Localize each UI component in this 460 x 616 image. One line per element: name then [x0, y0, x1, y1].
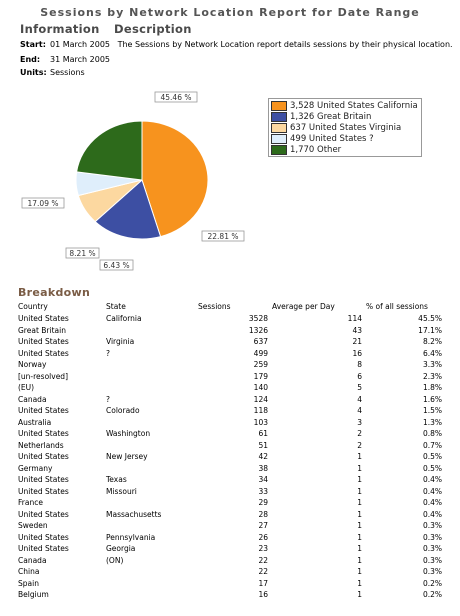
cell-state — [104, 417, 196, 429]
cell-average-per-day: 1 — [357, 452, 362, 462]
table-header-row — [16, 300, 444, 312]
cell-percent-sessions: 0.3% — [422, 555, 442, 565]
units-row — [20, 68, 85, 77]
units-label: Units: — [20, 68, 47, 77]
cell-sessions: 26 — [258, 532, 268, 542]
legend-item — [271, 111, 418, 122]
pie-percent-label — [202, 231, 244, 241]
cell-average-per-day: 3 — [357, 417, 362, 427]
table-body — [16, 312, 444, 601]
cell-average-per-day: 1 — [357, 509, 362, 519]
legend-swatch — [271, 101, 287, 111]
cell-average-per-day: 6 — [357, 371, 362, 381]
table-row — [16, 474, 444, 486]
cell-percent-sessions: 0.4% — [422, 509, 442, 519]
table-row — [16, 440, 444, 452]
cell-percent-sessions: 0.3% — [422, 567, 442, 577]
end-row — [20, 55, 110, 64]
col-header-average-per-day: Average per Day — [272, 301, 335, 311]
table-row — [16, 382, 444, 394]
table-row — [16, 428, 444, 440]
cell-sessions: 124 — [253, 394, 268, 404]
table-row — [16, 394, 444, 406]
cell-average-per-day: 1 — [357, 486, 362, 496]
cell-country: Australia — [18, 417, 52, 427]
legend-swatch — [271, 134, 287, 144]
table-row — [16, 417, 444, 429]
cell-sessions: 28 — [258, 509, 268, 519]
cell-average-per-day: 5 — [357, 383, 362, 393]
cell-state: Pennsylvania — [106, 532, 156, 542]
cell-percent-sessions: 0.3% — [422, 521, 442, 531]
cell-country: United States — [18, 429, 69, 439]
legend-label: 1,770 Other — [290, 144, 342, 155]
cell-percent-sessions: 0.3% — [422, 532, 442, 542]
cell-sessions: 22 — [258, 567, 268, 577]
cell-average-per-day: 1 — [357, 475, 362, 485]
cell-sessions: 118 — [253, 406, 268, 416]
cell-percent-sessions: 0.3% — [422, 544, 442, 554]
legend-label: 1,326 Great Britain — [290, 111, 372, 122]
legend-item — [271, 100, 418, 111]
cell-sessions: 140 — [253, 383, 268, 393]
cell-average-per-day: 1 — [357, 578, 362, 588]
legend-item — [271, 133, 418, 144]
cell-percent-sessions: 1.6% — [422, 394, 442, 404]
cell-state — [104, 566, 196, 578]
col-header-percent-sessions: % of all sessions — [366, 301, 428, 311]
cell-sessions: 51 — [258, 440, 268, 450]
pie-percent-label — [66, 248, 99, 258]
cell-country: United States — [18, 544, 69, 554]
pie-percent-text: 17.09 % — [27, 199, 59, 208]
information-heading: Information — [20, 22, 100, 36]
legend-swatch — [271, 123, 287, 133]
pie-percent-text: 8.21 % — [69, 249, 96, 258]
cell-state: Massachusetts — [106, 509, 162, 519]
cell-sessions: 23 — [258, 544, 268, 554]
cell-average-per-day: 1 — [357, 498, 362, 508]
cell-percent-sessions: 3.3% — [422, 360, 442, 370]
table-row — [16, 325, 444, 337]
cell-percent-sessions: 2.3% — [422, 371, 442, 381]
legend-item — [271, 144, 418, 155]
cell-sessions: 34 — [258, 475, 268, 485]
cell-percent-sessions: 0.4% — [422, 486, 442, 496]
cell-sessions: 637 — [253, 337, 268, 347]
breakdown-table — [16, 300, 444, 601]
cell-percent-sessions: 1.8% — [422, 383, 442, 393]
cell-country: United States — [18, 509, 69, 519]
cell-state: Georgia — [106, 544, 136, 554]
cell-average-per-day: 1 — [357, 521, 362, 531]
cell-state: Missouri — [106, 486, 137, 496]
cell-country: Germany — [18, 463, 53, 473]
col-header-country: Country — [18, 301, 48, 311]
table-row — [16, 497, 444, 509]
cell-percent-sessions: 1.5% — [422, 406, 442, 416]
cell-average-per-day: 114 — [347, 314, 362, 324]
cell-country: United States — [18, 314, 69, 324]
report-title: Sessions by Network Location Report for Date Range — [40, 6, 420, 19]
table-row — [16, 451, 444, 463]
cell-state: Texas — [106, 475, 127, 485]
cell-average-per-day: 1 — [357, 463, 362, 473]
table-row — [16, 463, 444, 475]
pie-percent-text: 6.43 % — [103, 261, 130, 270]
cell-country: France — [18, 498, 43, 508]
table-row — [16, 359, 444, 371]
cell-average-per-day: 4 — [357, 394, 362, 404]
cell-state — [104, 520, 196, 532]
cell-percent-sessions: 0.4% — [422, 475, 442, 485]
table-row — [16, 348, 444, 360]
table-row — [16, 336, 444, 348]
table-row — [16, 589, 444, 601]
cell-country: [un-resolved] — [18, 371, 68, 381]
cell-percent-sessions: 0.5% — [422, 463, 442, 473]
cell-sessions: 259 — [253, 360, 268, 370]
cell-sessions: 22 — [258, 555, 268, 565]
cell-country: China — [18, 567, 40, 577]
cell-state: ? — [106, 394, 110, 404]
cell-sessions: 42 — [258, 452, 268, 462]
pie-percent-text: 22.81 % — [207, 232, 239, 241]
cell-sessions: 179 — [253, 371, 268, 381]
cell-state: New Jersey — [106, 452, 148, 462]
cell-state — [104, 325, 196, 337]
end-label: End: — [20, 55, 41, 64]
cell-average-per-day: 1 — [357, 544, 362, 554]
legend-swatch — [271, 145, 287, 155]
cell-country: United States — [18, 337, 69, 347]
cell-country: Great Britain — [18, 325, 66, 335]
cell-average-per-day: 1 — [357, 532, 362, 542]
cell-sessions: 17 — [258, 578, 268, 588]
pie-percent-text: 45.46 % — [160, 93, 192, 102]
cell-sessions: 33 — [258, 486, 268, 496]
cell-country: Belgium — [18, 590, 49, 600]
cell-percent-sessions: 1.3% — [422, 417, 442, 427]
cell-country: United States — [18, 452, 69, 462]
cell-average-per-day: 1 — [357, 590, 362, 600]
cell-percent-sessions: 0.2% — [422, 590, 442, 600]
cell-state: Colorado — [106, 406, 140, 416]
start-label: Start: — [20, 40, 46, 49]
cell-country: Canada — [18, 555, 47, 565]
cell-country: United States — [18, 475, 69, 485]
pie-percent-label — [155, 92, 197, 102]
cell-percent-sessions: 0.4% — [422, 498, 442, 508]
pie-percent-label — [22, 198, 64, 208]
cell-country: Sweden — [18, 521, 48, 531]
cell-average-per-day: 16 — [352, 348, 362, 358]
cell-country: Canada — [18, 394, 47, 404]
col-header-sessions: Sessions — [198, 301, 231, 311]
cell-average-per-day: 4 — [357, 406, 362, 416]
cell-country: Netherlands — [18, 440, 64, 450]
col-header-state: State — [106, 301, 126, 311]
table-row — [16, 486, 444, 498]
cell-country: Spain — [18, 578, 39, 588]
units-value: Sessions — [50, 68, 85, 77]
cell-average-per-day: 8 — [357, 360, 362, 370]
cell-sessions: 38 — [258, 463, 268, 473]
table-row — [16, 520, 444, 532]
cell-sessions: 27 — [258, 521, 268, 531]
cell-percent-sessions: 45.5% — [418, 314, 442, 324]
cell-sessions: 3528 — [248, 314, 268, 324]
cell-country: United States — [18, 532, 69, 542]
cell-percent-sessions: 0.5% — [422, 452, 442, 462]
cell-percent-sessions: 0.7% — [422, 440, 442, 450]
cell-average-per-day: 43 — [352, 325, 362, 335]
table-row — [16, 312, 444, 325]
table-row — [16, 566, 444, 578]
cell-state — [104, 359, 196, 371]
legend-label: 3,528 United States California — [290, 100, 418, 111]
cell-sessions: 16 — [258, 590, 268, 600]
table-row — [16, 555, 444, 567]
cell-average-per-day: 21 — [352, 337, 362, 347]
cell-state: (ON) — [106, 555, 124, 565]
cell-state — [104, 382, 196, 394]
pie-slice — [77, 121, 142, 180]
cell-country: (EU) — [18, 383, 35, 393]
cell-state: California — [106, 314, 142, 324]
cell-state — [104, 589, 196, 601]
cell-state — [104, 463, 196, 475]
breakdown-heading: Breakdown — [18, 286, 91, 299]
cell-sessions: 103 — [253, 417, 268, 427]
cell-sessions: 29 — [258, 498, 268, 508]
cell-state — [104, 371, 196, 383]
description-heading: Description — [114, 22, 192, 36]
cell-percent-sessions: 0.8% — [422, 429, 442, 439]
cell-state: Virginia — [106, 337, 135, 347]
chart-legend — [268, 98, 422, 157]
legend-label: 637 United States Virginia — [290, 122, 402, 133]
table-row — [16, 543, 444, 555]
cell-percent-sessions: 17.1% — [418, 325, 442, 335]
cell-average-per-day: 2 — [357, 440, 362, 450]
report-description: The Sessions by Network Location report details sessions by their physical location. — [117, 40, 453, 49]
cell-sessions: 61 — [258, 429, 268, 439]
table-row — [16, 509, 444, 521]
cell-state: Washington — [106, 429, 151, 439]
table-row — [16, 532, 444, 544]
start-value: 01 March 2005 — [50, 40, 111, 49]
cell-average-per-day: 1 — [357, 555, 362, 565]
legend-swatch — [271, 112, 287, 122]
cell-average-per-day: 1 — [357, 567, 362, 577]
cell-country: United States — [18, 406, 69, 416]
start-row — [20, 40, 453, 49]
table-row — [16, 405, 444, 417]
cell-country: United States — [18, 486, 69, 496]
cell-sessions: 1326 — [248, 325, 268, 335]
cell-country: Norway — [18, 360, 47, 370]
cell-percent-sessions: 6.4% — [422, 348, 442, 358]
cell-percent-sessions: 8.2% — [422, 337, 442, 347]
cell-percent-sessions: 0.2% — [422, 578, 442, 588]
cell-state — [104, 578, 196, 590]
cell-sessions: 499 — [253, 348, 268, 358]
table-row — [16, 371, 444, 383]
cell-average-per-day: 2 — [357, 429, 362, 439]
table-row — [16, 578, 444, 590]
cell-state — [104, 440, 196, 452]
cell-state: ? — [106, 348, 110, 358]
cell-state — [104, 497, 196, 509]
legend-item — [271, 122, 418, 133]
pie-percent-label — [100, 260, 133, 270]
legend-label: 499 United States ? — [290, 133, 374, 144]
cell-country: United States — [18, 348, 69, 358]
end-value: 31 March 2005 — [50, 55, 111, 64]
